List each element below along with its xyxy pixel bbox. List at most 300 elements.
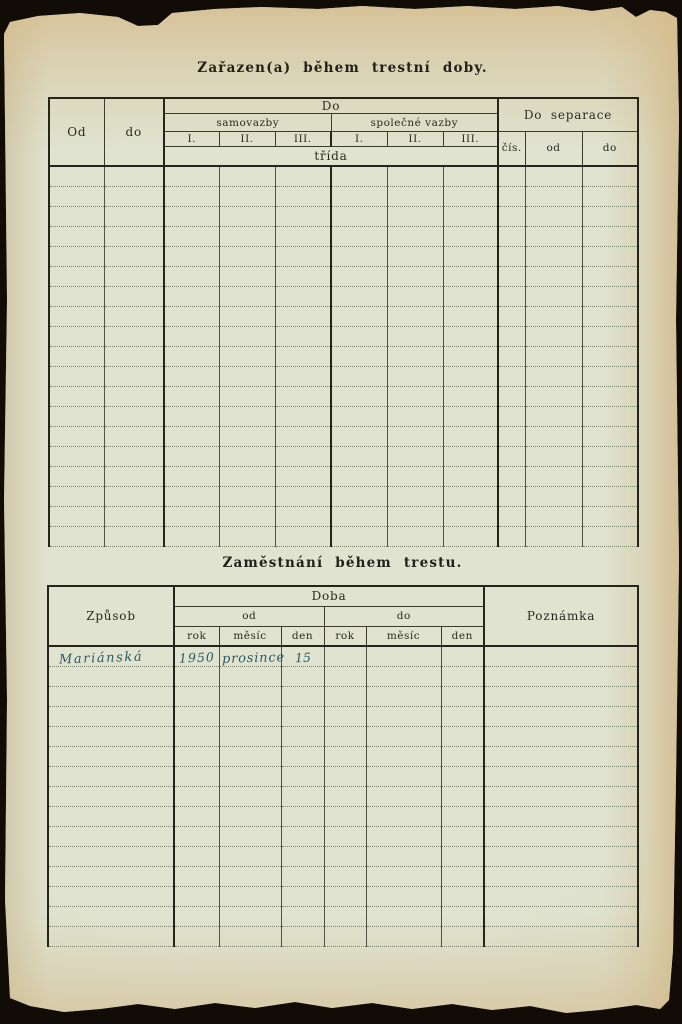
table-cell bbox=[104, 206, 164, 226]
table-cell bbox=[104, 526, 164, 546]
table-cell bbox=[582, 406, 638, 426]
table-cell bbox=[443, 346, 498, 366]
table-cell bbox=[49, 206, 104, 226]
table-cell bbox=[49, 326, 104, 346]
table-cell bbox=[387, 326, 443, 346]
table-cell bbox=[387, 306, 443, 326]
table-cell bbox=[443, 486, 498, 506]
table-cell bbox=[582, 446, 638, 466]
table-cell bbox=[219, 466, 275, 486]
table-cell bbox=[219, 386, 275, 406]
table-cell bbox=[498, 446, 525, 466]
table-cell bbox=[331, 466, 387, 486]
table-cell bbox=[498, 406, 525, 426]
table-cell bbox=[498, 366, 525, 386]
table-cell bbox=[498, 286, 525, 306]
table2-header bbox=[48, 586, 638, 646]
table-cell bbox=[331, 286, 387, 306]
table-row bbox=[48, 667, 638, 687]
table-cell bbox=[174, 907, 219, 927]
table-cell bbox=[582, 246, 638, 266]
table-cell bbox=[366, 747, 441, 767]
table-cell bbox=[281, 847, 324, 867]
table-cell bbox=[49, 226, 104, 246]
table-cell bbox=[275, 526, 331, 546]
table-cell bbox=[104, 426, 164, 446]
table-cell bbox=[387, 486, 443, 506]
col-zpusob: Způsob bbox=[48, 586, 174, 646]
table-cell bbox=[281, 867, 324, 887]
table-cell bbox=[582, 426, 638, 446]
table-cell bbox=[331, 366, 387, 386]
table-cell bbox=[525, 366, 582, 386]
table-cell bbox=[174, 827, 219, 847]
table-row bbox=[48, 707, 638, 727]
table-row bbox=[48, 847, 638, 867]
table-row bbox=[48, 787, 638, 807]
table-cell bbox=[219, 306, 275, 326]
table-cell bbox=[525, 506, 582, 526]
table-cell bbox=[443, 326, 498, 346]
col-samovazby-2: II. bbox=[219, 132, 275, 147]
table-cell bbox=[331, 426, 387, 446]
table-cell bbox=[219, 446, 275, 466]
table-cell bbox=[484, 667, 638, 687]
table-cell bbox=[525, 486, 582, 506]
table-cell bbox=[582, 186, 638, 206]
table-cell bbox=[104, 186, 164, 206]
table-cell bbox=[331, 486, 387, 506]
table-cell bbox=[366, 887, 441, 907]
table-row bbox=[49, 266, 638, 286]
table-cell bbox=[387, 466, 443, 486]
table-cell bbox=[498, 306, 525, 326]
table-cell bbox=[443, 426, 498, 446]
table-cell bbox=[164, 326, 219, 346]
table-cell bbox=[484, 927, 638, 947]
table-cell bbox=[525, 346, 582, 366]
entry-od-rok-cell bbox=[174, 646, 219, 667]
table-cell bbox=[49, 406, 104, 426]
table-row bbox=[49, 166, 638, 187]
table-cell bbox=[331, 506, 387, 526]
table-cell bbox=[174, 667, 219, 687]
table-cell bbox=[484, 867, 638, 887]
group-do-separace: Do separace bbox=[498, 98, 638, 132]
table-cell bbox=[484, 907, 638, 927]
table-cell bbox=[582, 266, 638, 286]
table-cell bbox=[441, 907, 484, 927]
table-cell bbox=[484, 807, 638, 827]
table-row bbox=[49, 386, 638, 406]
table-cell bbox=[219, 246, 275, 266]
table-cell bbox=[49, 266, 104, 286]
table-row bbox=[48, 807, 638, 827]
table-cell bbox=[484, 707, 638, 727]
table-cell bbox=[324, 767, 366, 787]
table-row bbox=[49, 246, 638, 266]
table-cell bbox=[331, 186, 387, 206]
table-cell bbox=[281, 827, 324, 847]
col-cis: čís. bbox=[498, 132, 525, 166]
table-cell bbox=[324, 687, 366, 707]
entry-do-mesic-cell bbox=[366, 646, 441, 667]
table-cell bbox=[219, 727, 281, 747]
table-cell bbox=[219, 687, 281, 707]
table-cell bbox=[104, 386, 164, 406]
table-cell bbox=[275, 346, 331, 366]
table-cell bbox=[49, 526, 104, 546]
table-cell bbox=[219, 266, 275, 286]
table-cell bbox=[48, 767, 174, 787]
table-cell bbox=[281, 907, 324, 927]
table-cell bbox=[49, 446, 104, 466]
table-cell bbox=[281, 687, 324, 707]
col-trida: třída bbox=[164, 147, 498, 166]
table-cell bbox=[366, 667, 441, 687]
table-cell bbox=[331, 226, 387, 246]
table-cell bbox=[219, 907, 281, 927]
table-row bbox=[49, 206, 638, 226]
col-do-rok: rok bbox=[324, 626, 366, 646]
table-cell bbox=[219, 887, 281, 907]
table-cell bbox=[49, 246, 104, 266]
table-cell bbox=[498, 346, 525, 366]
table-cell bbox=[441, 787, 484, 807]
table-cell bbox=[164, 246, 219, 266]
table-row bbox=[49, 326, 638, 346]
table-cell bbox=[174, 927, 219, 947]
table-cell bbox=[366, 907, 441, 927]
table-row bbox=[49, 406, 638, 426]
table-cell bbox=[331, 206, 387, 226]
table-cell bbox=[275, 306, 331, 326]
table-cell bbox=[331, 306, 387, 326]
table-cell bbox=[582, 286, 638, 306]
table-cell bbox=[441, 927, 484, 947]
table-cell bbox=[104, 266, 164, 286]
table-cell bbox=[219, 286, 275, 306]
table-cell bbox=[498, 246, 525, 266]
table-cell bbox=[387, 266, 443, 286]
table-cell bbox=[174, 787, 219, 807]
employment-entry-row bbox=[48, 646, 638, 667]
table-cell bbox=[498, 326, 525, 346]
table-cell bbox=[443, 266, 498, 286]
table-row bbox=[49, 186, 638, 206]
table-cell bbox=[387, 446, 443, 466]
table-cell bbox=[387, 346, 443, 366]
table-row bbox=[48, 827, 638, 847]
table-cell bbox=[48, 787, 174, 807]
entry-od-mesic-cell bbox=[219, 646, 285, 667]
table-cell bbox=[484, 887, 638, 907]
table-cell bbox=[441, 667, 484, 687]
table-row bbox=[49, 306, 638, 326]
table-cell bbox=[275, 466, 331, 486]
table-row bbox=[49, 506, 638, 526]
table-cell bbox=[443, 366, 498, 386]
table-cell bbox=[281, 747, 324, 767]
table-cell bbox=[48, 907, 174, 927]
table-row bbox=[48, 727, 638, 747]
table-cell bbox=[525, 166, 582, 187]
table-cell bbox=[324, 707, 366, 727]
table-cell bbox=[104, 326, 164, 346]
table-cell bbox=[443, 206, 498, 226]
table-cell bbox=[443, 226, 498, 246]
table-cell bbox=[174, 807, 219, 827]
table-cell bbox=[441, 827, 484, 847]
table-cell bbox=[49, 166, 104, 187]
table-cell bbox=[49, 286, 104, 306]
table-cell bbox=[582, 226, 638, 246]
table-cell bbox=[582, 486, 638, 506]
table-cell bbox=[275, 186, 331, 206]
table-cell bbox=[525, 466, 582, 486]
group-do: Do bbox=[164, 98, 498, 114]
table-cell bbox=[275, 446, 331, 466]
table-cell bbox=[443, 446, 498, 466]
table-row bbox=[48, 927, 638, 947]
table-cell bbox=[219, 406, 275, 426]
table-cell bbox=[324, 787, 366, 807]
table-cell bbox=[164, 466, 219, 486]
table-cell bbox=[387, 426, 443, 446]
group-samovazby: samovazby bbox=[164, 114, 331, 132]
table-cell bbox=[104, 506, 164, 526]
table-cell bbox=[484, 747, 638, 767]
table-cell bbox=[525, 246, 582, 266]
table-row bbox=[49, 286, 638, 306]
table-cell bbox=[324, 667, 366, 687]
table-cell bbox=[331, 326, 387, 346]
table-cell bbox=[441, 727, 484, 747]
table-cell bbox=[281, 767, 324, 787]
table-cell bbox=[48, 807, 174, 827]
table-row bbox=[48, 687, 638, 707]
table-cell bbox=[164, 386, 219, 406]
table-cell bbox=[387, 526, 443, 546]
table-row bbox=[49, 446, 638, 466]
table-cell bbox=[48, 847, 174, 867]
handwriting-od-rok: 1950 bbox=[178, 649, 215, 666]
handwriting-od-den: 15 bbox=[294, 649, 311, 666]
group-doba: Doba bbox=[174, 586, 484, 606]
table-cell bbox=[275, 266, 331, 286]
table-cell bbox=[104, 246, 164, 266]
table-cell bbox=[441, 707, 484, 727]
entry-do-rok-cell bbox=[324, 646, 366, 667]
table-cell bbox=[324, 867, 366, 887]
table-cell bbox=[443, 386, 498, 406]
table-cell bbox=[525, 286, 582, 306]
table-cell bbox=[104, 446, 164, 466]
table-cell bbox=[49, 486, 104, 506]
table-cell bbox=[219, 927, 281, 947]
table-row bbox=[49, 426, 638, 446]
table-cell bbox=[387, 226, 443, 246]
table-cell bbox=[441, 747, 484, 767]
table-cell bbox=[324, 907, 366, 927]
table-cell bbox=[366, 867, 441, 887]
table-cell bbox=[174, 727, 219, 747]
table-cell bbox=[275, 486, 331, 506]
table-cell bbox=[174, 847, 219, 867]
table-cell bbox=[582, 366, 638, 386]
table-row bbox=[48, 867, 638, 887]
table-cell bbox=[366, 807, 441, 827]
table-cell bbox=[48, 727, 174, 747]
table-cell bbox=[331, 406, 387, 426]
table-cell bbox=[281, 667, 324, 687]
table-cell bbox=[443, 526, 498, 546]
table-cell bbox=[164, 346, 219, 366]
table-cell bbox=[49, 366, 104, 386]
table-cell bbox=[275, 326, 331, 346]
table-cell bbox=[219, 506, 275, 526]
table-cell bbox=[443, 166, 498, 187]
table-cell bbox=[164, 306, 219, 326]
table-cell bbox=[441, 687, 484, 707]
table-cell bbox=[48, 667, 174, 687]
table-cell bbox=[174, 747, 219, 767]
table-cell bbox=[49, 186, 104, 206]
entry-zpusob-cell bbox=[48, 646, 174, 667]
table-cell bbox=[275, 246, 331, 266]
table-cell bbox=[104, 486, 164, 506]
table-cell bbox=[525, 206, 582, 226]
col-do-den: den bbox=[441, 626, 484, 646]
table-cell bbox=[484, 827, 638, 847]
table-cell bbox=[164, 506, 219, 526]
table-cell bbox=[104, 286, 164, 306]
table-cell bbox=[275, 206, 331, 226]
table-cell bbox=[164, 206, 219, 226]
section2-title: Zaměstnání během trestu. bbox=[222, 555, 463, 571]
group-do: do bbox=[324, 606, 484, 626]
table-cell bbox=[366, 927, 441, 947]
table-cell bbox=[281, 807, 324, 827]
table-cell bbox=[582, 526, 638, 546]
table-cell bbox=[275, 406, 331, 426]
table-cell bbox=[525, 426, 582, 446]
table-row bbox=[48, 747, 638, 767]
col-od: Od bbox=[49, 98, 104, 166]
table-cell bbox=[48, 927, 174, 947]
table-cell bbox=[104, 166, 164, 187]
table-cell bbox=[164, 406, 219, 426]
table-cell bbox=[441, 847, 484, 867]
table-cell bbox=[498, 166, 525, 187]
table-cell bbox=[582, 166, 638, 187]
table-cell bbox=[324, 927, 366, 947]
entry-od-den-cell bbox=[281, 646, 324, 667]
table-cell bbox=[104, 306, 164, 326]
table-cell bbox=[324, 727, 366, 747]
col-spolecne-1: I. bbox=[331, 132, 387, 147]
table-cell bbox=[219, 707, 281, 727]
table-cell bbox=[366, 727, 441, 747]
table-cell bbox=[498, 486, 525, 506]
table-cell bbox=[324, 827, 366, 847]
table-cell bbox=[498, 426, 525, 446]
table-cell bbox=[387, 506, 443, 526]
table-cell bbox=[281, 707, 324, 727]
handwriting-zpusob: Mariánská bbox=[58, 649, 144, 668]
table-cell bbox=[164, 166, 219, 187]
table-cell bbox=[441, 807, 484, 827]
table-cell bbox=[331, 346, 387, 366]
table-cell bbox=[484, 847, 638, 867]
col-samovazby-1: I. bbox=[164, 132, 219, 147]
table-cell bbox=[366, 787, 441, 807]
table-cell bbox=[219, 486, 275, 506]
table-cell bbox=[219, 667, 281, 687]
table-cell bbox=[49, 306, 104, 326]
table-cell bbox=[498, 206, 525, 226]
table-row bbox=[49, 466, 638, 486]
table2-body bbox=[48, 646, 638, 947]
section1-title: Zařazen(a) během trestní doby. bbox=[197, 60, 488, 76]
table-cell bbox=[219, 326, 275, 346]
table-cell bbox=[104, 406, 164, 426]
table-cell bbox=[219, 747, 281, 767]
table-cell bbox=[387, 166, 443, 187]
table-cell bbox=[324, 887, 366, 907]
table-cell bbox=[484, 767, 638, 787]
table-cell bbox=[387, 246, 443, 266]
table-cell bbox=[174, 767, 219, 787]
table-cell bbox=[219, 366, 275, 386]
table-cell bbox=[443, 246, 498, 266]
table-row bbox=[48, 907, 638, 927]
table-cell bbox=[219, 186, 275, 206]
table-cell bbox=[275, 286, 331, 306]
table-row bbox=[49, 346, 638, 366]
table-cell bbox=[164, 426, 219, 446]
table-cell bbox=[331, 246, 387, 266]
table-cell bbox=[443, 306, 498, 326]
table-cell bbox=[484, 787, 638, 807]
table-cell bbox=[164, 366, 219, 386]
table-cell bbox=[164, 186, 219, 206]
table-cell bbox=[48, 827, 174, 847]
table-row bbox=[49, 486, 638, 506]
table-cell bbox=[443, 506, 498, 526]
table-cell bbox=[582, 466, 638, 486]
table-cell bbox=[387, 206, 443, 226]
table-cell bbox=[164, 226, 219, 246]
table-cell bbox=[164, 286, 219, 306]
table-cell bbox=[525, 406, 582, 426]
table-row bbox=[49, 366, 638, 386]
table-cell bbox=[219, 206, 275, 226]
table-cell bbox=[443, 406, 498, 426]
table-cell bbox=[174, 887, 219, 907]
col-sep-od: od bbox=[525, 132, 582, 166]
table1-header bbox=[49, 98, 638, 166]
table-cell bbox=[441, 887, 484, 907]
table-cell bbox=[366, 767, 441, 787]
table-cell bbox=[331, 446, 387, 466]
table-cell bbox=[366, 687, 441, 707]
table-cell bbox=[366, 847, 441, 867]
table-cell bbox=[164, 486, 219, 506]
table-cell bbox=[582, 386, 638, 406]
group-spolecne-vazby: společné vazby bbox=[331, 114, 498, 132]
table-cell bbox=[387, 366, 443, 386]
